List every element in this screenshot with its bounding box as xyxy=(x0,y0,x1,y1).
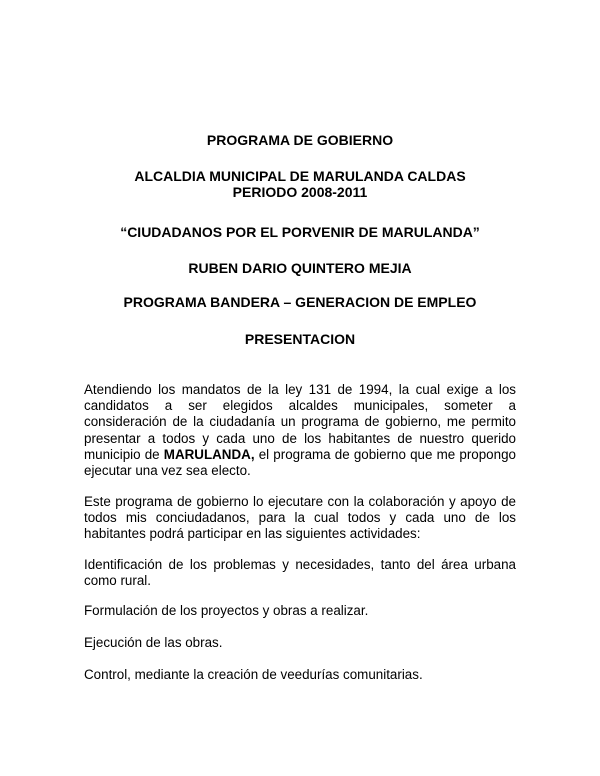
candidate-name: RUBEN DARIO QUINTERO MEJIA xyxy=(188,260,412,276)
municipality-name: ALCALDIA MUNICIPAL DE MARULANDA CALDAS xyxy=(134,168,466,184)
activity-formulation: Formulación de los proyectos y obras a realizar. xyxy=(84,603,369,618)
slogan-heading: “CIUDADANOS POR EL PORVENIR DE MARULANDA” xyxy=(120,224,480,240)
activity-execution: Ejecución de las obras. xyxy=(84,635,223,650)
program-title: PROGRAMA DE GOBIERNO xyxy=(206,132,394,148)
presentation-heading: PRESENTACION xyxy=(244,331,356,347)
intro-text-end: el programa de gobierno que me propongo ejecutar una vez sea electo. xyxy=(84,446,516,479)
activity-control: Control, mediante la creación de veedurías comunitarias. xyxy=(84,667,423,682)
intro-paragraph xyxy=(84,382,516,479)
period-label: PERIODO 2008-2011 xyxy=(232,184,368,200)
intro-text-start: Atendiendo los mandatos de la ley 131 de 1994, la cual exige a los candidatos a ser elegidos alcaldes municipales, someter a consideración de la ciudadanía un programa de gobierno, me permito presentar a todos y cada uno de los habitantes de nuestro querido municipio de xyxy=(84,382,516,462)
flagship-program-heading: PROGRAMA BANDERA – GENERACION DE EMPLEO xyxy=(123,294,477,310)
activity-identification: Identificación de los problemas y necesidades, tanto del área urbana como rural. xyxy=(84,557,516,589)
municipality-bold-name: MARULANDA, xyxy=(163,446,255,462)
municipality-heading xyxy=(0,168,600,200)
collaboration-paragraph: Este programa de gobierno lo ejecutare con la colaboración y apoyo de todos mis conciudadanos, para la cual todos y cada uno de los habitantes podrá participar en las siguientes actividades: xyxy=(84,494,516,542)
